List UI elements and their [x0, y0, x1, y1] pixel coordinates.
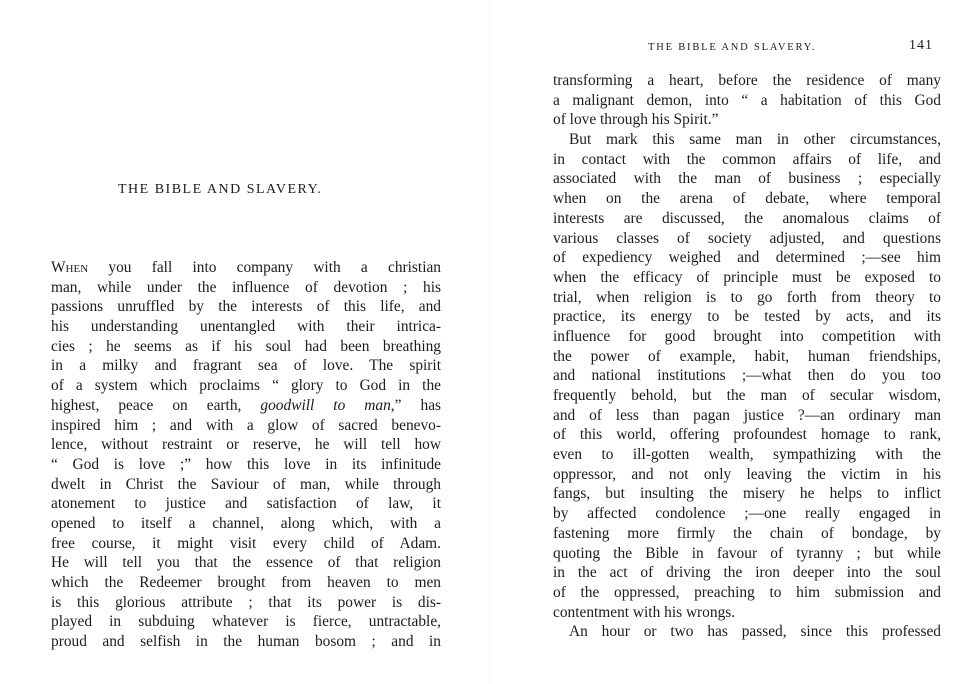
text-line: fangs, but insulting the misery he helps to inflict — [553, 485, 941, 503]
text-line: of this world, offering profoundest homage to rank, — [553, 426, 941, 444]
right-page-text — [553, 71, 941, 642]
text-line: a malignant demon, into “ a habitation of this God — [553, 91, 941, 109]
text-line: cies ; he seems as if his soul had been breathing — [51, 337, 441, 355]
text-line: proud and selfish in the human bosom ; and in — [51, 633, 441, 651]
text-line: inspired him ; and with a glow of sacred benevo- — [51, 416, 441, 434]
text-line: man, while under the influence of devotion ; his — [51, 278, 441, 296]
text-line: contentment with his wrongs. — [553, 603, 736, 621]
text-line: is this glorious attribute ; that its power is dis- — [51, 593, 441, 611]
text-line: He will tell you that the essence of that religion — [51, 554, 441, 572]
text-line: atonement to justice and satisfaction of law, it — [51, 495, 441, 513]
text-line: lence, without restraint or reserve, he will tell how — [51, 436, 441, 454]
text-line: when on the arena of debate, where temporal — [553, 190, 941, 208]
left-page-text — [51, 258, 441, 652]
text-line: when the efficacy of principle must be exposed to — [553, 268, 941, 286]
text-line: quoting the Bible in favour of tyranny ; but while — [553, 544, 941, 562]
text-line: in a milky and fragrant sea of love. The spirit — [51, 357, 441, 375]
text-line: trial, when religion is to go forth from theory to — [553, 288, 941, 306]
text-line: frequently behold, but the man of secular wisdom, — [553, 387, 941, 404]
text-line: and of less than pagan justice ?—an ordinary man — [553, 406, 941, 424]
text-line: When you fall into company with a christian — [51, 259, 441, 276]
text-line: dwelt in Christ the Saviour of man, while through — [51, 475, 441, 493]
text-line: even to ill-gotten wealth, sympathizing with the — [553, 446, 941, 464]
text-line: various classes of society adjusted, and questions — [553, 229, 941, 247]
text-line: But mark this same man in other circumstances, — [569, 131, 941, 149]
text-line: opened to itself a channel, along which, with a — [51, 514, 441, 532]
text-line: and national institutions ;—what then do you too — [553, 367, 941, 385]
text-line: of a system which proclaims “ glory to God in the — [51, 377, 441, 395]
page-number: 141 — [909, 38, 933, 53]
text-line: free course, it might visit every child of Adam. — [51, 534, 441, 552]
text-line: fastening more firmly the chain of bondage, by — [553, 524, 941, 542]
text-line: “ God is love ;” how this love in its infinitude — [51, 455, 441, 473]
text-line: interests are discussed, the anomalous claims of — [553, 209, 941, 227]
text-line: in contact with the common affairs of life, and — [553, 150, 941, 168]
text-line: played in subduing whatever is fierce, untractable, — [51, 613, 441, 631]
text-line: which the Redeemer brought from heaven to men — [51, 574, 441, 591]
text-line: the power of example, habit, human friendships, — [553, 347, 941, 365]
running-head: THE BIBLE AND SLAVERY. — [648, 42, 817, 53]
text-line: An hour or two has passed, since this professed — [569, 623, 941, 641]
text-line: of expediency weighed and determined ;—see him — [553, 249, 941, 267]
text-line: his understanding unentangled with their intrica- — [51, 318, 441, 336]
text-line: of the oppressed, preaching to him submission and — [553, 583, 941, 601]
right-page — [490, 0, 980, 684]
text-line: associated with the man of business ; especially — [553, 170, 941, 188]
text-line: oppressor, and not only leaving the victim in his — [553, 465, 941, 483]
chapter-title: THE BIBLE AND SLAVERY. — [118, 182, 323, 197]
text-line: influence for good brought into competition with — [553, 327, 941, 345]
text-line: of love through his Spirit.” — [553, 111, 719, 129]
text-line: transforming a heart, before the residence of many — [553, 72, 941, 89]
text-line: practice, its energy to be tested by acts, and its — [553, 308, 941, 326]
text-line: by affected condolence ;—one really engaged in — [553, 505, 941, 523]
text-line: in the act of driving the iron deeper into the soul — [553, 564, 941, 582]
text-line: passions unruffled by the interests of this life, and — [51, 298, 441, 316]
text-line: highest, peace on earth, goodwill to man,” has — [51, 396, 442, 414]
